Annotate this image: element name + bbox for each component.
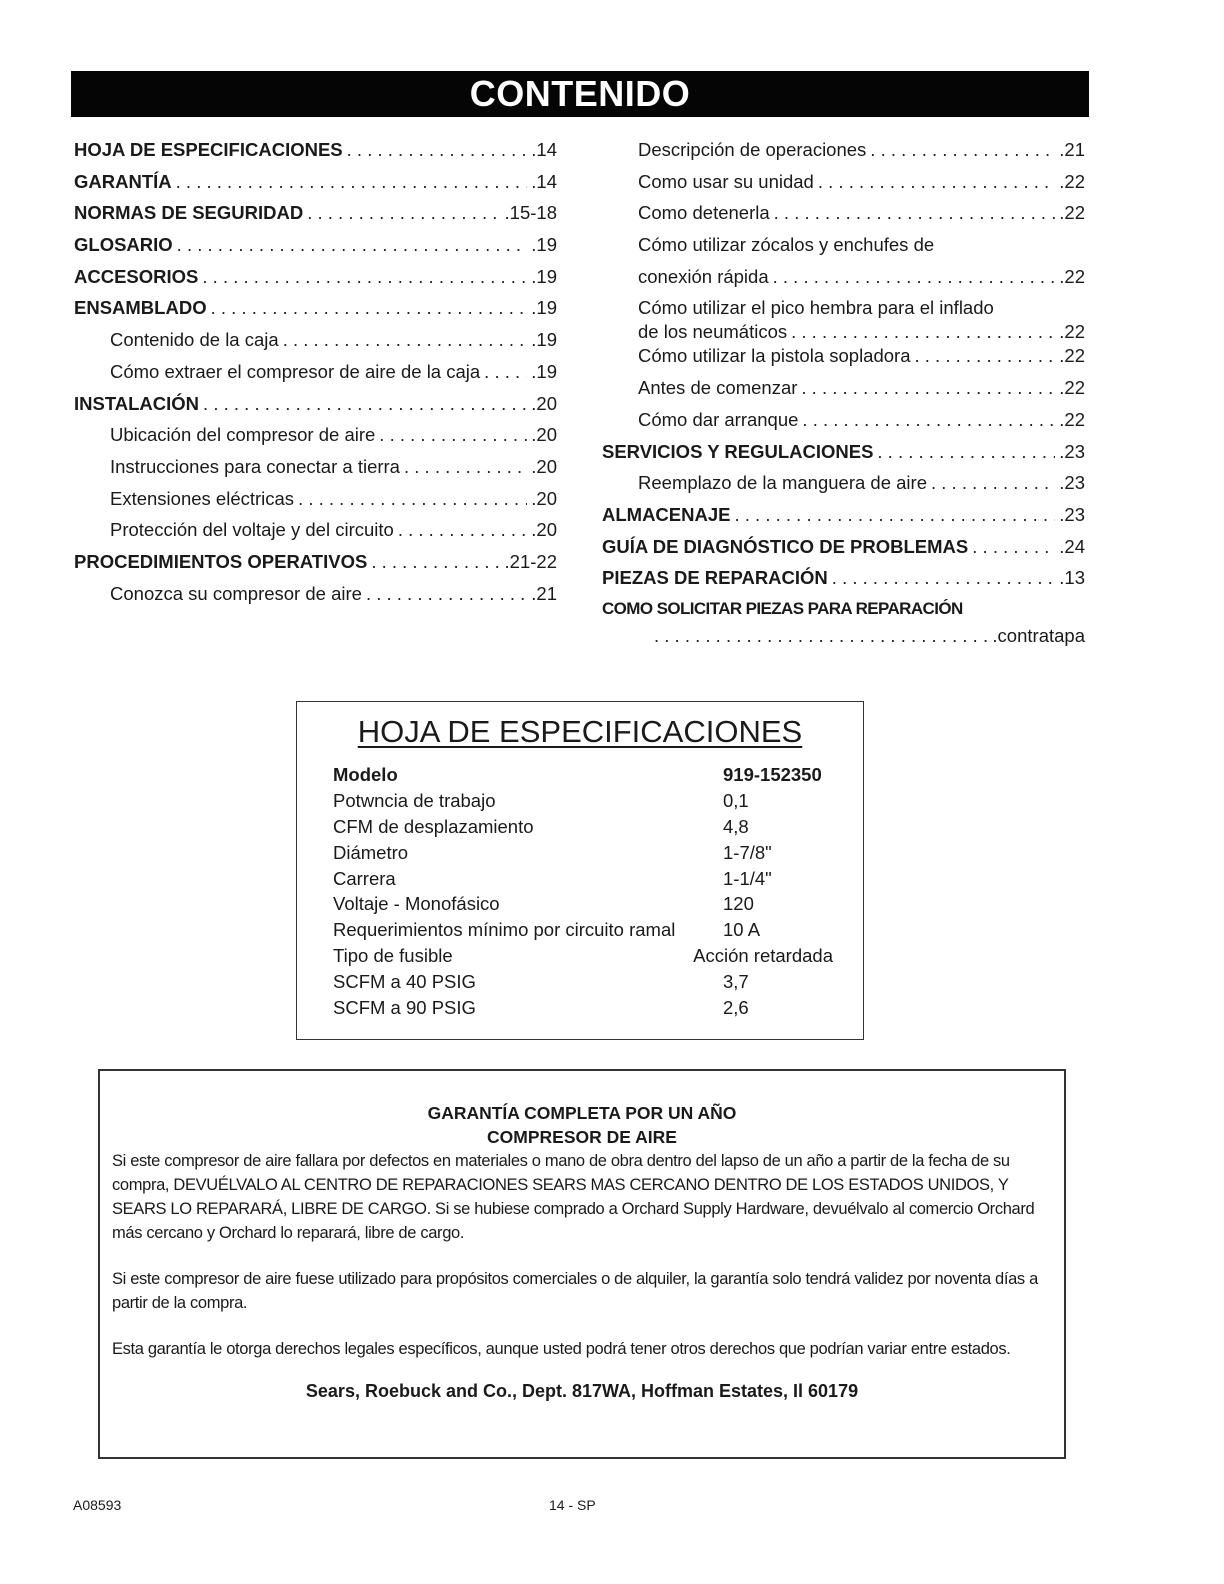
toc-entry[interactable] xyxy=(602,441,1085,473)
toc-label: conexión rápida xyxy=(638,265,769,287)
leader-dots xyxy=(915,345,1056,367)
toc-entry[interactable] xyxy=(74,361,557,393)
toc-page: .22 xyxy=(1059,170,1085,192)
toc-page: .15-18 xyxy=(504,202,557,224)
toc-page: .14 xyxy=(531,170,557,192)
spec-key: SCFM a 40 PSIG xyxy=(333,971,476,993)
warranty-subtitle: COMPRESOR DE AIRE xyxy=(487,1127,677,1147)
spec-key: Potwncia de trabajo xyxy=(333,789,496,811)
toc-label: SERVICIOS Y REGULACIONES xyxy=(602,440,874,462)
spec-title: HOJA DE ESPECIFICACIONES xyxy=(357,714,803,749)
leader-dots xyxy=(870,139,1055,161)
toc-label: ENSAMBLADO xyxy=(74,297,207,319)
leader-dots xyxy=(774,202,1056,224)
spec-row xyxy=(333,868,833,894)
spec-value: Acción retardada xyxy=(693,945,833,967)
toc-entry[interactable] xyxy=(602,625,1085,657)
leader-dots xyxy=(283,329,528,351)
toc-entry[interactable] xyxy=(602,202,1085,234)
leader-dots xyxy=(211,297,528,319)
toc-entry[interactable] xyxy=(602,171,1085,203)
toc-label: HOJA DE ESPECIFICACIONES xyxy=(74,139,343,160)
toc-label: Cómo dar arranque xyxy=(638,408,799,430)
toc-page: .21-22 xyxy=(504,550,557,572)
leader-dots xyxy=(931,472,1055,494)
spec-value: 3,7 xyxy=(723,971,749,993)
toc-page: .23 xyxy=(1059,503,1085,525)
toc-entry-line xyxy=(602,234,1085,266)
toc-page: .21 xyxy=(1059,139,1085,160)
toc-entry[interactable] xyxy=(74,234,557,266)
leader-dots xyxy=(298,488,527,510)
spec-value: 10 A xyxy=(723,919,761,941)
warranty-paragraph: Si este compresor de aire fallara por defectos en materiales o mano de obra dentro del lapso de un año a partir de la fecha de su compra, DEVUÉLVALO AL CENTRO DE REPARACIONES SEARS MAS CERCANO DENTRO DE LOS ESTADOS UNIDOS, Y SEARS LO REPARARÁ, LIBRE DE CARGO. Si se hubiese comprado a Orchard Supply Hardware, devuélvalo al comercio Orchard más cercano y Orchard lo reparará, libre de cargo. xyxy=(112,1152,1035,1242)
toc-left-column xyxy=(74,139,557,614)
toc-label: Cómo extraer el compresor de aire de la caja xyxy=(110,360,481,382)
leader-dots xyxy=(398,519,527,541)
toc-page: .19 xyxy=(531,265,557,287)
spec-value: 1-7/8" xyxy=(723,841,772,863)
toc-label: Cómo utilizar la pistola sopladora xyxy=(638,345,911,367)
toc-page: .19 xyxy=(531,360,557,382)
spec-key: Carrera xyxy=(333,867,396,889)
warranty-address: Sears, Roebuck and Co., Dept. 817WA, Hoffman Estates, Il 60179 xyxy=(305,1381,859,1401)
toc-page: .22 xyxy=(1059,345,1085,367)
spec-row xyxy=(333,893,833,919)
toc-label: Cómo utilizar el pico hembra para el inflado xyxy=(638,297,994,319)
spec-value: 120 xyxy=(723,893,754,915)
toc-entry[interactable] xyxy=(602,321,1085,345)
spec-key: Modelo xyxy=(333,764,398,785)
toc-page: .23 xyxy=(1059,440,1085,462)
toc-entry[interactable] xyxy=(602,504,1085,536)
spec-value: 2,6 xyxy=(723,997,749,1019)
toc-label: GARANTÍA xyxy=(74,170,172,192)
toc-label: Como detenerla xyxy=(638,202,770,224)
toc-entry[interactable] xyxy=(602,266,1085,298)
toc-label: de los neumáticos xyxy=(638,321,788,343)
toc-page: .20 xyxy=(531,424,557,446)
spec-row xyxy=(333,790,833,816)
toc-label: Contenido de la caja xyxy=(110,329,279,351)
toc-entry[interactable] xyxy=(74,551,557,583)
contents-banner: CONTENIDO xyxy=(71,71,1089,117)
toc-label: INSTALACIÓN xyxy=(74,392,200,414)
leader-dots xyxy=(203,393,527,415)
toc-page: .20 xyxy=(531,455,557,477)
leader-dots xyxy=(801,377,1055,399)
leader-dots xyxy=(791,321,1055,343)
toc-entry[interactable] xyxy=(602,409,1085,441)
spec-key: Requerimientos mínimo por circuito ramal xyxy=(333,919,676,941)
toc-page: .20 xyxy=(531,519,557,541)
toc-page: .20 xyxy=(531,392,557,414)
leader-dots xyxy=(176,171,528,193)
toc-page: .20 xyxy=(531,487,557,509)
spec-row xyxy=(333,816,833,842)
warranty-box xyxy=(98,1069,1066,1459)
toc-entry-line[interactable] xyxy=(602,599,1085,625)
toc-label: Cómo utilizar zócalos y enchufes de xyxy=(638,234,935,256)
spec-value: 1-1/4" xyxy=(723,867,772,889)
toc-label: GLOSARIO xyxy=(74,234,173,256)
leader-dots xyxy=(347,139,528,161)
warranty-title: GARANTÍA COMPLETA POR UN AÑO xyxy=(427,1103,737,1123)
leader-dots xyxy=(832,567,1055,589)
leader-dots xyxy=(818,171,1055,193)
toc-label: ALMACENAJE xyxy=(602,503,731,525)
leader-dots xyxy=(366,583,527,605)
toc-entry[interactable] xyxy=(74,329,557,361)
toc-label: Conozca su compresor de aire xyxy=(110,582,362,604)
leader-dots xyxy=(307,202,500,224)
toc-label: Descripción de operaciones xyxy=(638,139,867,160)
warranty-body xyxy=(100,1149,1064,1361)
toc-entry[interactable] xyxy=(74,583,557,615)
spec-key: Tipo de fusible xyxy=(333,945,453,967)
leader-dots xyxy=(802,409,1055,431)
toc-label: Como usar su unidad xyxy=(638,170,814,192)
page-number: 14 - SP xyxy=(549,1497,596,1513)
leader-dots xyxy=(734,504,1055,526)
toc-label: PROCEDIMIENTOS OPERATIVOS xyxy=(74,550,368,572)
toc-label: COMO SOLICITAR PIEZAS PARA REPARACIÓN xyxy=(602,598,963,618)
toc-entry[interactable] xyxy=(602,472,1085,504)
toc-entry[interactable] xyxy=(74,266,557,298)
toc-label: Antes de comenzar xyxy=(638,377,798,399)
warranty-paragraph: Si este compresor de aire fuese utilizado para propósitos comerciales o de alquiler, la garantía solo tendrá validez por noventa días a partir de la compra. xyxy=(112,1270,1038,1312)
spec-row xyxy=(333,842,833,868)
toc-page: .22 xyxy=(1059,265,1085,287)
spec-key: Diámetro xyxy=(333,841,409,863)
toc-page: .24 xyxy=(1059,535,1085,557)
toc-entry[interactable] xyxy=(74,424,557,456)
toc-entry[interactable] xyxy=(74,519,557,551)
toc-label: PIEZAS DE REPARACIÓN xyxy=(602,567,828,589)
toc-page: .22 xyxy=(1059,321,1085,343)
toc-label: Ubicación del compresor de aire xyxy=(110,424,376,446)
leader-dots xyxy=(371,551,500,573)
toc-entry[interactable] xyxy=(74,139,557,171)
toc-page: .contratapa xyxy=(992,624,1085,646)
spec-row xyxy=(333,997,833,1023)
spec-key: SCFM a 90 PSIG xyxy=(333,997,476,1019)
spec-row xyxy=(333,945,833,971)
spec-row xyxy=(333,764,833,790)
leader-dots xyxy=(972,536,1055,558)
toc-page: .13 xyxy=(1059,567,1085,589)
toc-label: Extensiones eléctricas xyxy=(110,487,295,509)
spec-sheet-box xyxy=(296,701,864,1040)
toc-page: .22 xyxy=(1059,408,1085,430)
warranty-paragraph: Esta garantía le otorga derechos legales específicos, aunque usted podrá tener otros derechos que podrían variar entre estados. xyxy=(112,1340,1011,1358)
toc-page: .19 xyxy=(531,297,557,319)
leader-dots xyxy=(404,456,527,478)
toc-entry[interactable] xyxy=(74,488,557,520)
leader-dots xyxy=(484,361,527,383)
spec-value: 919-152350 xyxy=(723,764,822,785)
toc-entry[interactable] xyxy=(602,567,1085,599)
leader-dots xyxy=(177,234,528,256)
toc-label: GUÍA DE DIAGNÓSTICO DE PROBLEMAS xyxy=(602,535,969,557)
toc-entry[interactable] xyxy=(74,456,557,488)
leader-dots xyxy=(654,625,988,647)
toc-entry[interactable] xyxy=(602,377,1085,409)
leader-dots xyxy=(202,266,527,288)
toc-entry[interactable] xyxy=(602,536,1085,568)
toc-page: .21 xyxy=(531,582,557,604)
leader-dots xyxy=(877,441,1055,463)
toc-entry[interactable] xyxy=(602,139,1085,171)
toc-label: Reemplazo de la manguera de aire xyxy=(638,472,927,494)
toc-page: .19 xyxy=(531,329,557,351)
toc-entry[interactable] xyxy=(602,345,1085,377)
toc-page: .23 xyxy=(1059,472,1085,494)
toc-entry[interactable] xyxy=(74,393,557,425)
leader-dots xyxy=(773,266,1056,288)
spec-table xyxy=(333,764,833,1023)
toc-label: Protección del voltaje y del circuito xyxy=(110,519,394,541)
toc-page: .22 xyxy=(1059,377,1085,399)
document-code: A08593 xyxy=(73,1497,122,1513)
toc-entry-line xyxy=(602,297,1085,321)
toc-right-column xyxy=(602,139,1085,657)
spec-row xyxy=(333,919,833,945)
spec-key: CFM de desplazamiento xyxy=(333,815,534,837)
toc-page: .14 xyxy=(531,139,557,160)
toc-page: .19 xyxy=(531,234,557,256)
spec-key: Voltaje - Monofásico xyxy=(333,893,500,915)
toc-entry[interactable] xyxy=(74,202,557,234)
toc-label: ACCESORIOS xyxy=(74,265,199,287)
spec-value: 0,1 xyxy=(723,789,749,811)
spec-row xyxy=(333,971,833,997)
toc-label: Instrucciones para conectar a tierra xyxy=(110,455,400,477)
toc-page: .22 xyxy=(1059,202,1085,224)
toc-label: NORMAS DE SEGURIDAD xyxy=(74,202,304,224)
spec-value: 4,8 xyxy=(723,815,749,837)
toc-entry[interactable] xyxy=(74,297,557,329)
leader-dots xyxy=(379,424,527,446)
toc-entry[interactable] xyxy=(74,171,557,203)
